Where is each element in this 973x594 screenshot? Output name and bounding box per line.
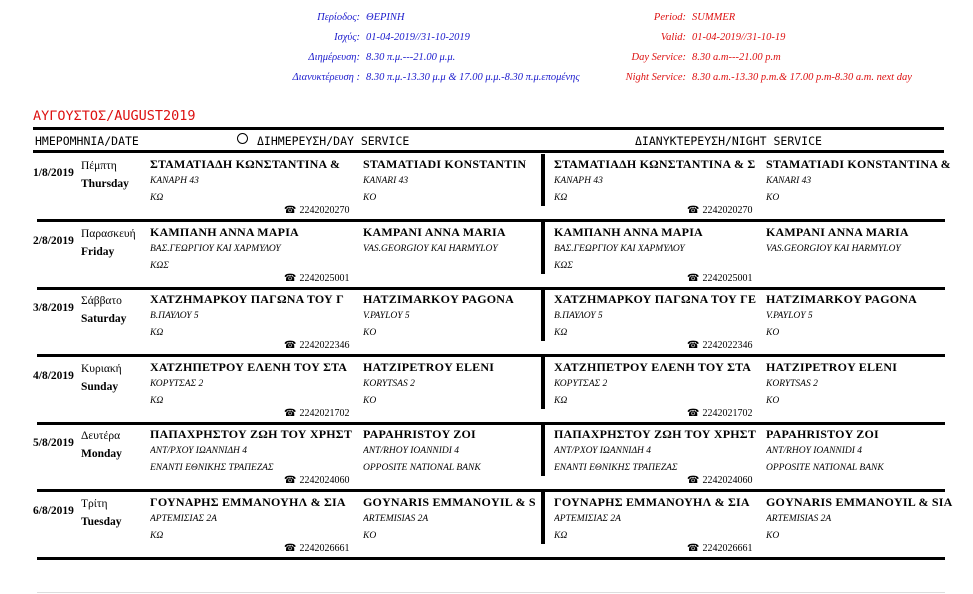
phone-number: 2242024060	[702, 475, 753, 486]
telephone-icon: ☎	[284, 205, 297, 216]
schedule-row	[0, 356, 973, 423]
pharmacy-name: KAMPANI ANNA MARIA	[363, 224, 506, 239]
row-weekday	[81, 157, 129, 193]
schedule-row	[0, 423, 973, 490]
header-key: Period:	[653, 12, 686, 23]
telephone-icon: ☎	[284, 407, 297, 419]
pharmacy-address-line2: ΚΩ	[150, 328, 164, 338]
pharmacy-night-en	[766, 224, 966, 258]
date-column-header: ΗΜΕΡΟΜΗΝΙΑ/DATE	[35, 134, 139, 148]
column-divider	[541, 289, 545, 341]
column-divider	[541, 492, 545, 544]
pharmacy-name: PAPAHRISTOY ZOI	[766, 427, 879, 441]
pharmacy-address-line2: OPPOSITE NATIONAL BANK	[363, 463, 481, 473]
header-row	[270, 8, 580, 28]
pharmacy-name: ΚΑΜΠΑΝΗ ΑΝΝΑ ΜΑΡΙΑ	[150, 224, 299, 239]
pharmacy-night-gr	[554, 359, 759, 410]
circle-icon	[237, 133, 248, 144]
pharmacy-name: ΓΟΥΝΑΡΗΣ ΕΜΜΑΝΟΥΗΛ & ΣΙΑ	[554, 494, 750, 509]
pharmacy-night-en	[766, 156, 966, 207]
header-value: 01-04-2019//31-10-2019	[366, 32, 470, 43]
month-title: ΑΥΓΟΥΣΤΟΣ/AUGUST2019	[33, 108, 196, 124]
weekday-english: Friday	[81, 245, 115, 258]
pharmacy-address-line2: ΚΩ	[150, 530, 164, 541]
row-weekday	[81, 495, 122, 531]
pharmacy-address-line2: KO	[766, 193, 780, 203]
pharmacy-day-gr	[150, 224, 353, 275]
pharmacy-address-line2: KO	[766, 530, 780, 541]
pharmacy-address-line2: ΚΩ	[554, 328, 568, 338]
pharmacy-name: HATZIMARKOY PAGONA	[363, 292, 515, 306]
header-key: Διανυκτέρευση :	[292, 72, 360, 83]
header-key: Night Service:	[625, 72, 686, 83]
day-service-column-header: ΔΙΗΜΕΡΕΥΣΗ/DAY SERVICE	[257, 134, 410, 148]
pharmacy-address: V.PAYLOY 5	[766, 311, 813, 321]
night-phone	[687, 543, 752, 554]
pharmacy-address: VAS.GEORGIOY KAI HARMYLOY	[363, 243, 498, 254]
pharmacy-name: ΧΑΤΖΗΜΑΡΚΟΥ ΠΑΓΩΝΑ ΤΟΥ Γ	[150, 292, 344, 306]
day-phone	[284, 273, 349, 284]
pharmacy-day-en	[363, 494, 538, 545]
pharmacy-address: ANT/RHOY IOANNIDI 4	[766, 446, 863, 456]
telephone-icon: ☎	[284, 272, 297, 284]
pharmacy-address-line2: KO	[363, 193, 377, 203]
pharmacy-name: ΠΑΠΑΧΡΗΣΤΟΥ ΖΩΗ ΤΟΥ ΧΡΗΣΤ	[554, 427, 757, 441]
pharmacy-night-en	[766, 291, 966, 342]
weekday-english: Thursday	[81, 178, 129, 190]
pharmacy-name: GOYNARIS EMMANOYIL & S	[363, 494, 536, 509]
header-row	[270, 68, 580, 88]
pharmacy-night-gr	[554, 494, 759, 545]
pharmacy-name: ΓΟΥΝΑΡΗΣ ΕΜΜΑΝΟΥΗΛ & ΣΙΑ	[150, 494, 346, 509]
column-divider	[541, 222, 545, 274]
phone-number: 2242020270	[702, 205, 753, 216]
pharmacy-address: ΑΡΤΕΜΙΣΙΑΣ 2Α	[554, 513, 621, 524]
row-date: 3/8/2019	[33, 302, 74, 314]
header-value: 01-04-2019//31-10-19	[692, 32, 786, 43]
pharmacy-night-en	[766, 426, 966, 477]
pharmacy-name: ΧΑΤΖΗΠΕΤΡΟΥ ΕΛΕΝΗ ΤΟΥ ΣΤΑ	[554, 359, 752, 374]
pharmacy-address: ΚΑΝΑΡΗ 43	[554, 176, 603, 186]
column-divider	[541, 154, 545, 206]
pharmacy-address: ARTEMISIAS 2A	[363, 513, 429, 524]
row-date: 2/8/2019	[33, 234, 74, 247]
pharmacy-name: ΣΤΑΜΑΤΙΑΔΗ ΚΩΝΣΤΑΝΤΙΝΑ &	[150, 157, 341, 171]
day-phone	[284, 475, 349, 486]
phone-number: 2242026661	[299, 542, 350, 554]
header-row	[600, 68, 912, 88]
weekday-greek: Σάββατο	[81, 295, 122, 307]
pharmacy-name: STAMATIADI KONSTANTINA &	[766, 157, 951, 171]
pharmacy-name: ΠΑΠΑΧΡΗΣΤΟΥ ΖΩΗ ΤΟΥ ΧΡΗΣΤ	[150, 427, 353, 441]
pharmacy-name: HATZIMARKOY PAGONA	[766, 292, 918, 306]
pharmacy-address-line2: ΕΝΑΝΤΙ ΕΘΝΙΚΗΣ ΤΡΑΠΕΖΑΣ	[150, 463, 274, 473]
pharmacy-day-gr	[150, 426, 353, 477]
night-phone	[687, 340, 752, 351]
pharmacy-address-line2: ΚΩΣ	[150, 260, 169, 271]
pharmacy-address-line2: ΕΝΑΝΤΙ ΕΘΝΙΚΗΣ ΤΡΑΠΕΖΑΣ	[554, 463, 678, 473]
pharmacy-address: ANT/RHOY IOANNIDI 4	[363, 446, 460, 456]
row-weekday	[81, 427, 122, 463]
schedule-row	[0, 491, 973, 558]
day-phone	[284, 340, 349, 351]
pharmacy-address: V.PAYLOY 5	[363, 311, 410, 321]
pharmacy-address: KANARI 43	[363, 176, 409, 186]
phone-number: 2242020270	[299, 205, 350, 216]
header-key: Διημέρευση:	[308, 52, 360, 63]
pharmacy-address: KORYTSAS 2	[363, 378, 415, 389]
header-value: 8.30 a.m---21.00 p.m	[692, 52, 781, 63]
pharmacy-night-en	[766, 359, 966, 410]
night-phone	[687, 205, 752, 216]
pharmacy-name: ΧΑΤΖΗΠΕΤΡΟΥ ΕΛΕΝΗ ΤΟΥ ΣΤΑ	[150, 359, 348, 374]
schedule-row	[0, 288, 973, 355]
pharmacy-address-line2: KO	[766, 395, 780, 406]
header-value: 8.30 π.μ.---21.00 μ.μ.	[366, 52, 456, 63]
phone-number: 2242021702	[299, 407, 350, 419]
telephone-icon: ☎	[687, 340, 700, 351]
day-phone	[284, 408, 349, 419]
pharmacy-name: ΧΑΤΖΗΜΑΡΚΟΥ ΠΑΓΩΝΑ ΤΟΥ ΓΕ	[554, 292, 757, 306]
pharmacy-address-line2: KO	[363, 530, 377, 541]
header-row	[270, 48, 580, 68]
weekday-greek: Κυριακή	[81, 362, 122, 375]
pharmacy-day-gr	[150, 359, 353, 410]
weekday-greek: Παρασκευή	[81, 227, 136, 240]
phone-number: 2242021702	[702, 407, 753, 419]
pharmacy-name: KAMPANI ANNA MARIA	[766, 224, 909, 239]
pharmacy-name: GOYNARIS EMMANOYIL & SIA	[766, 494, 953, 509]
telephone-icon: ☎	[687, 205, 700, 216]
row-weekday	[81, 225, 136, 261]
row-date: 4/8/2019	[33, 369, 74, 382]
pharmacy-address-line2: ΚΩ	[150, 193, 164, 203]
schedule-row	[0, 153, 973, 220]
pharmacy-address-line2: ΚΩ	[554, 193, 568, 203]
pharmacy-day-gr	[150, 156, 353, 207]
header-row	[270, 28, 580, 48]
pharmacy-day-en	[363, 291, 538, 342]
weekday-english: Sunday	[81, 380, 119, 393]
pharmacy-night-gr	[554, 291, 759, 342]
header-value: ΘΕΡΙΝΗ	[366, 12, 405, 23]
weekday-greek: Δευτέρα	[81, 430, 121, 442]
phone-number: 2242025001	[702, 272, 753, 284]
telephone-icon: ☎	[687, 407, 700, 419]
footer-divider	[37, 592, 945, 593]
column-divider	[541, 357, 545, 409]
pharmacy-address: KANARI 43	[766, 176, 812, 186]
pharmacy-address: ΚΟΡΥΤΣΑΣ 2	[554, 378, 608, 389]
pharmacy-address: VAS.GEORGIOY KAI HARMYLOY	[766, 243, 901, 254]
pharmacy-day-en	[363, 359, 538, 410]
telephone-icon: ☎	[284, 340, 297, 351]
column-divider	[541, 424, 545, 476]
header-key: Ισχύς:	[334, 32, 360, 43]
night-phone	[687, 475, 752, 486]
header-value: 8.30 a.m.-13.30 p.m.& 17.00 p.m-8.30 a.m. next day	[692, 72, 912, 83]
weekday-greek: Πέμπτη	[81, 160, 117, 172]
pharmacy-address-line2: KO	[363, 328, 377, 338]
pharmacy-name: STAMATIADI KONSTANTIN	[363, 157, 527, 171]
pharmacy-night-gr	[554, 156, 759, 207]
telephone-icon: ☎	[687, 475, 700, 486]
pharmacy-address: Β.ΠΑΥΛΟΥ 5	[150, 311, 199, 321]
phone-number: 2242026661	[702, 542, 753, 554]
header-key: Valid:	[660, 32, 686, 43]
pharmacy-address: ARTEMISIAS 2A	[766, 513, 832, 524]
weekday-english: Monday	[81, 448, 122, 460]
pharmacy-address: ΒΑΣ.ΓΕΩΡΓΙΟΥ ΚΑΙ ΧΑΡΜΥΛΟΥ	[554, 243, 685, 254]
pharmacy-address-line2: KO	[766, 328, 780, 338]
row-separator	[37, 557, 945, 560]
pharmacy-address: ΚΟΡΥΤΣΑΣ 2	[150, 378, 204, 389]
telephone-icon: ☎	[687, 542, 700, 554]
pharmacy-address: KORYTSAS 2	[766, 378, 818, 389]
pharmacy-address-line2: ΚΩ	[554, 530, 568, 541]
row-date: 5/8/2019	[33, 437, 74, 449]
header-english	[600, 8, 912, 88]
column-header	[33, 127, 944, 153]
pharmacy-name: ΣΤΑΜΑΤΙΑΔΗ ΚΩΝΣΤΑΝΤΙΝΑ & Σ	[554, 157, 756, 171]
row-weekday	[81, 292, 126, 328]
pharmacy-name: PAPAHRISTOY ZOI	[363, 427, 476, 441]
phone-number: 2242022346	[299, 340, 350, 351]
pharmacy-address-line2: ΚΩΣ	[554, 260, 573, 271]
night-phone	[687, 273, 752, 284]
phone-number: 2242024060	[299, 475, 350, 486]
header-value: 8.30 π.μ.-13.30 μ.μ & 17.00 μ.μ.-8.30 π.μ.επομένης	[366, 72, 580, 83]
pharmacy-address-line2: OPPOSITE NATIONAL BANK	[766, 463, 884, 473]
pharmacy-address: ΑΡΤΕΜΙΣΙΑΣ 2Α	[150, 513, 217, 524]
pharmacy-day-en	[363, 224, 538, 258]
telephone-icon: ☎	[687, 272, 700, 284]
pharmacy-address-line2: KO	[363, 395, 377, 406]
pharmacy-address: ΚΑΝΑΡΗ 43	[150, 176, 199, 186]
night-service-column-header: ΔΙΑΝΥΚΤΕΡΕΥΣΗ/NIGHT SERVICE	[635, 134, 822, 148]
pharmacy-name: ΚΑΜΠΑΝΗ ΑΝΝΑ ΜΑΡΙΑ	[554, 224, 703, 239]
weekday-english: Tuesday	[81, 515, 122, 528]
phone-number: 2242025001	[299, 272, 350, 284]
pharmacy-address: ΒΑΣ.ΓΕΩΡΓΙΟΥ ΚΑΙ ΧΑΡΜΥΛΟΥ	[150, 243, 281, 254]
pharmacy-day-en	[363, 156, 538, 207]
telephone-icon: ☎	[284, 475, 297, 486]
day-phone	[284, 205, 349, 216]
pharmacy-day-en	[363, 426, 538, 477]
pharmacy-day-gr	[150, 494, 353, 545]
header-row	[600, 8, 912, 28]
header-key: Περίοδος:	[317, 12, 360, 23]
pharmacy-address: ΑΝΤ/ΡΧΟΥ ΙΩΑΝΝΙΔΗ 4	[554, 446, 652, 456]
pharmacy-name: HATZIPETROY ELENI	[363, 359, 495, 374]
header-key: Day Service:	[631, 52, 686, 63]
night-phone	[687, 408, 752, 419]
header-row	[600, 48, 912, 68]
schedule-row	[0, 221, 973, 288]
pharmacy-name: HATZIPETROY ELENI	[766, 359, 898, 374]
row-date: 6/8/2019	[33, 504, 74, 517]
row-weekday	[81, 360, 122, 396]
pharmacy-day-gr	[150, 291, 353, 342]
header-row	[600, 28, 912, 48]
pharmacy-address-line2: ΚΩ	[554, 395, 568, 406]
pharmacy-address: ΑΝΤ/ΡΧΟΥ ΙΩΑΝΝΙΔΗ 4	[150, 446, 248, 456]
telephone-icon: ☎	[284, 542, 297, 554]
header-greek	[270, 8, 580, 88]
weekday-greek: Τρίτη	[81, 497, 108, 510]
day-phone	[284, 543, 349, 554]
pharmacy-night-gr	[554, 224, 759, 275]
header-value: SUMMER	[692, 12, 736, 23]
pharmacy-address: Β.ΠΑΥΛΟΥ 5	[554, 311, 603, 321]
weekday-english: Saturday	[81, 313, 127, 325]
row-date: 1/8/2019	[33, 167, 74, 179]
phone-number: 2242022346	[702, 340, 753, 351]
pharmacy-night-gr	[554, 426, 759, 477]
pharmacy-night-en	[766, 494, 966, 545]
pharmacy-address-line2: ΚΩ	[150, 395, 164, 406]
